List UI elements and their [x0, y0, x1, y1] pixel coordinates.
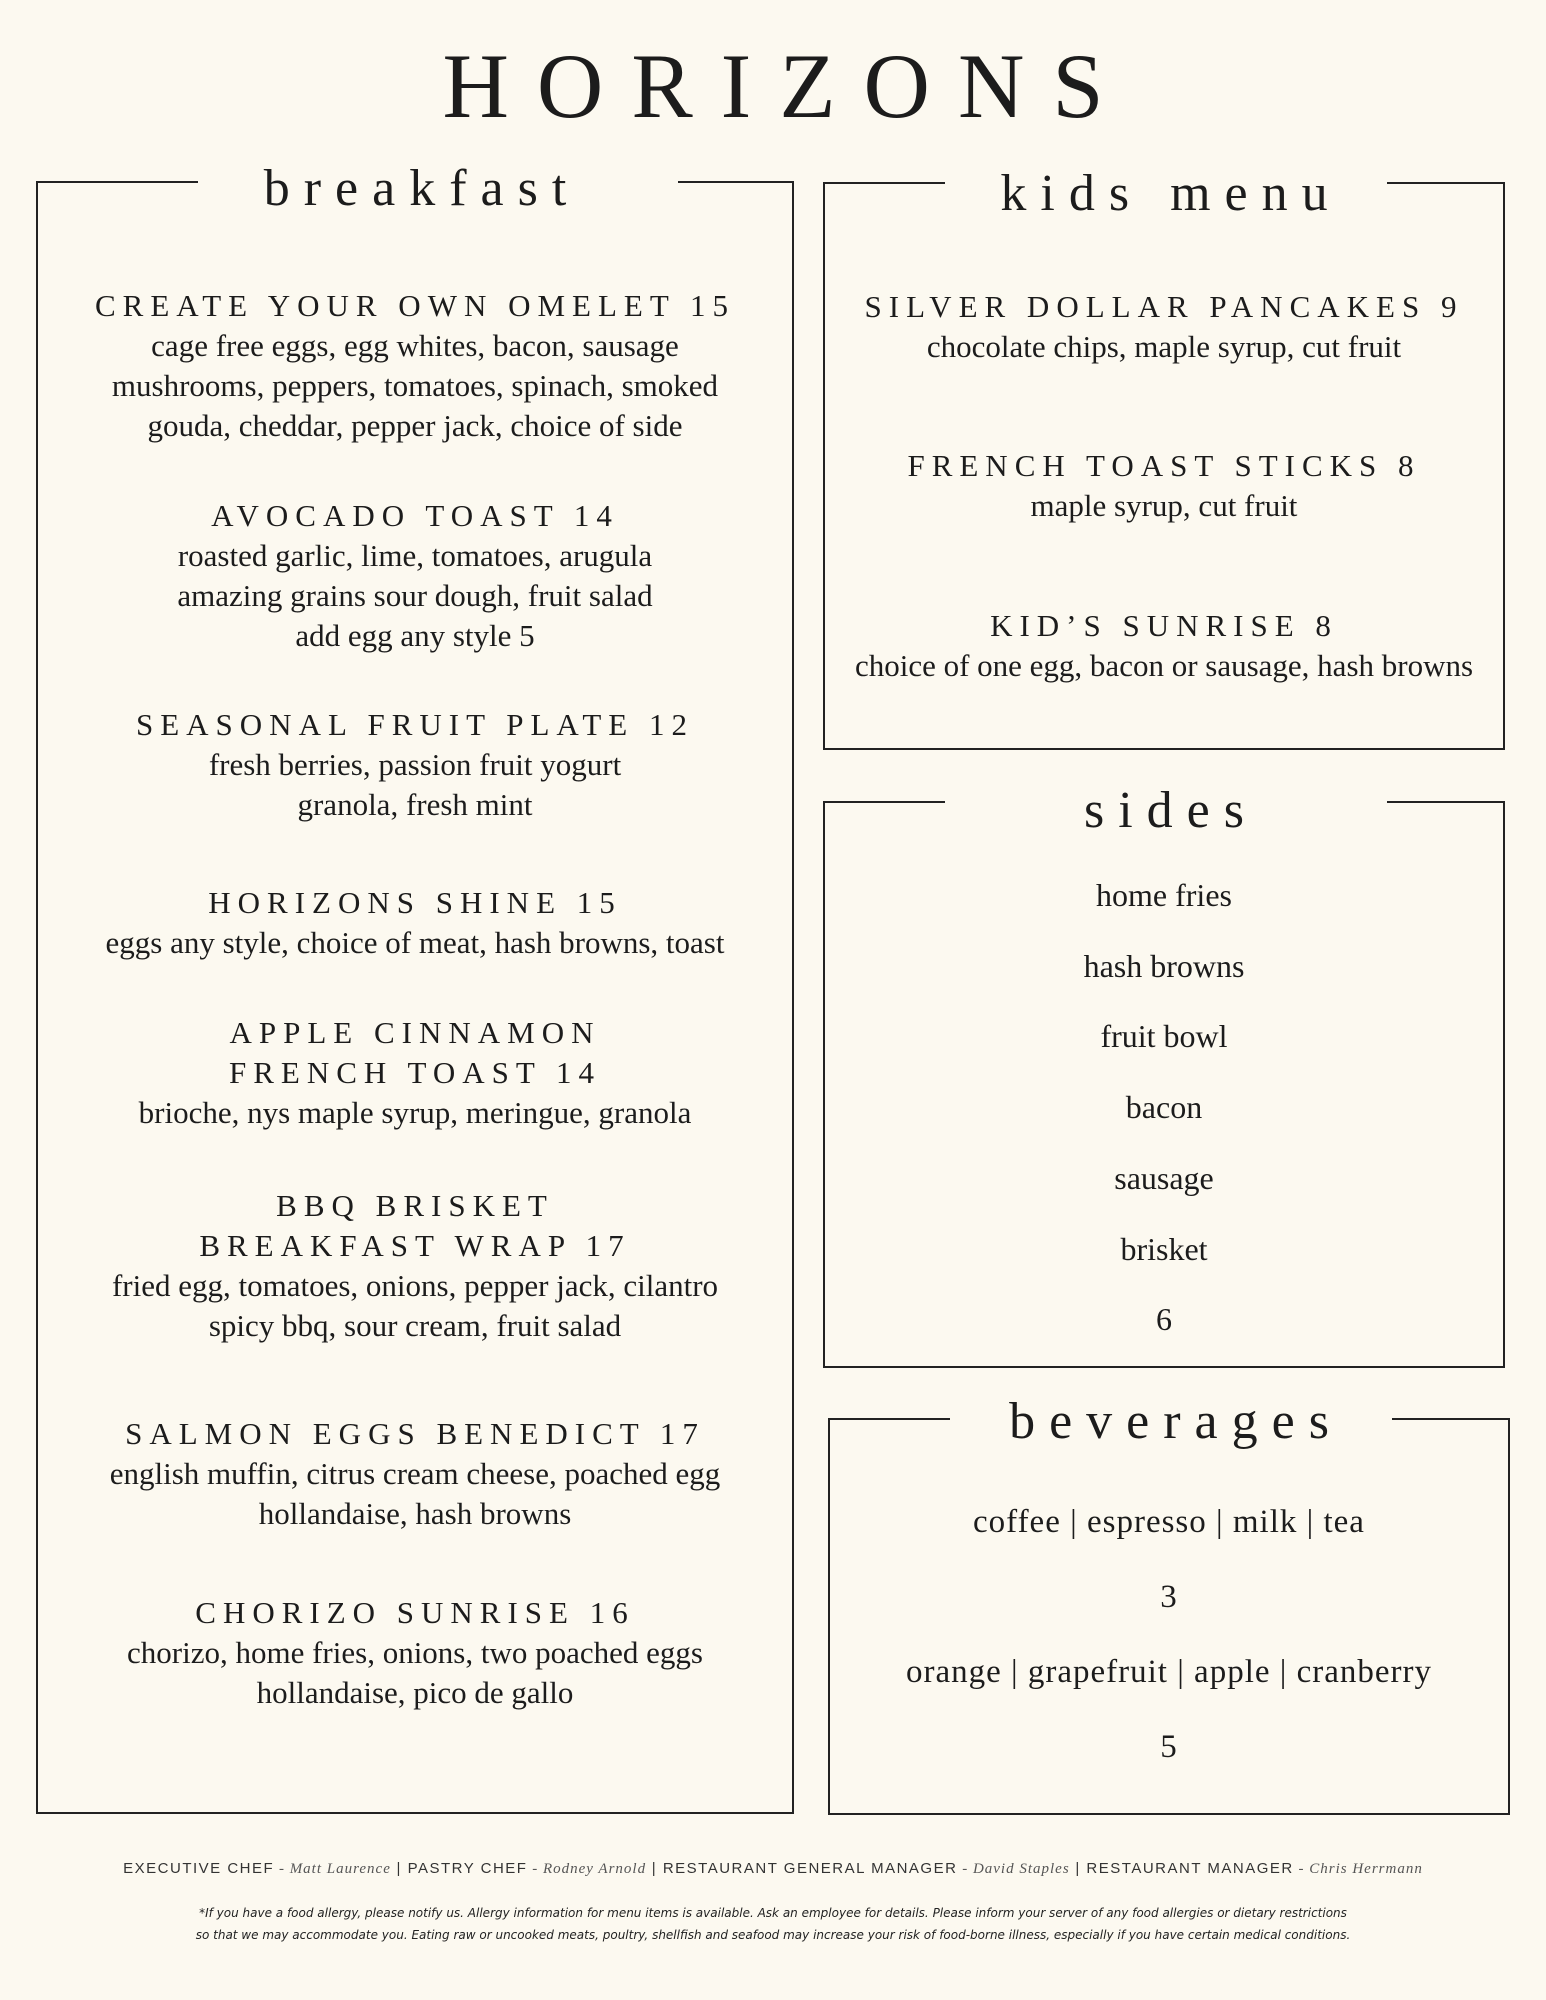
- menu-item-description: fried egg, tomatoes, onions, pepper jack, cilantro: [111, 1268, 719, 1303]
- menu-item: [38, 1013, 792, 1133]
- side-item: hash browns: [1083, 947, 1245, 984]
- beverage-line: coffee | espresso | milk | tea: [973, 1504, 1365, 1540]
- side-item: sausage: [1114, 1159, 1214, 1196]
- staff-credits: [0, 1860, 1546, 1878]
- beverage-line: 5: [1160, 1729, 1178, 1765]
- kids-menu-section: [823, 165, 1505, 750]
- menu-item: [38, 1186, 792, 1346]
- menu-item-name: KID’S SUNRISE 8: [990, 608, 1338, 643]
- separator: |: [1069, 1860, 1087, 1877]
- side-item: home fries: [1096, 877, 1232, 913]
- beverages-heading: beverages: [830, 1392, 1508, 1452]
- menu-item-name: APPLE CINNAMON: [229, 1015, 601, 1050]
- kids-menu-heading: kids menu: [825, 164, 1503, 224]
- menu-item-description: brioche, nys maple syrup, meringue, granola: [138, 1095, 692, 1130]
- menu-item: [38, 1414, 792, 1534]
- menu-item-description: maple syrup, cut fruit: [1030, 488, 1298, 523]
- separator: |: [390, 1860, 408, 1877]
- menu-item: [38, 705, 792, 825]
- disclaimer-line: *If you have a food allergy, please notify us. Allergy information for menu items is available. Ask an employee for details. Please inform your server of any food allergies or dietary restrictions: [199, 1906, 1347, 1920]
- separator: -: [1293, 1861, 1310, 1877]
- side-item: bacon: [1125, 1089, 1203, 1126]
- menu-item: [38, 1593, 792, 1713]
- menu-item-description: chocolate chips, maple syrup, cut fruit: [926, 329, 1402, 364]
- side-item: fruit bowl: [1100, 1018, 1228, 1055]
- staff-role: RESTAURANT GENERAL MANAGER: [662, 1860, 958, 1877]
- menu-item-description: choice of one egg, bacon or sausage, hash browns: [854, 648, 1474, 683]
- menu-item-description: eggs any style, choice of meat, hash browns, toast: [105, 925, 725, 960]
- sides-heading: sides: [825, 781, 1503, 841]
- separator: |: [646, 1860, 663, 1877]
- beverages-section: [828, 1393, 1510, 1815]
- disclaimer-line: so that we may accommodate you. Eating raw or uncooked meats, poultry, shellfish and seafood may increase your risk of food-borne illness, especially if you have certain medical conditions.: [195, 1928, 1351, 1942]
- separator: -: [527, 1861, 543, 1877]
- menu-item-name: CHORIZO SUNRISE 16: [195, 1595, 635, 1630]
- menu-item-name: SEASONAL FRUIT PLATE 12: [135, 707, 694, 742]
- menu-item-description: add egg any style 5: [295, 618, 535, 653]
- menu-item-description: cage free eggs, egg whites, bacon, sausage: [151, 328, 679, 363]
- menu-item-description: english muffin, citrus cream cheese, poached egg: [109, 1456, 721, 1491]
- separator: -: [274, 1861, 290, 1877]
- menu-item-description: amazing grains sour dough, fruit salad: [177, 578, 653, 613]
- menu-item-name: BBQ BRISKET: [276, 1188, 554, 1223]
- restaurant-title: HORIZONS: [442, 35, 1132, 137]
- menu-item: [825, 446, 1503, 526]
- menu-item-description: chorizo, home fries, onions, two poached eggs: [127, 1635, 703, 1670]
- menu-item-name: SILVER DOLLAR PANCAKES 9: [864, 289, 1464, 324]
- menu-item-description: mushrooms, peppers, tomatoes, spinach, smoked: [111, 368, 719, 403]
- separator: -: [957, 1861, 973, 1877]
- side-item: brisket: [1120, 1230, 1208, 1267]
- breakfast-heading: breakfast: [38, 159, 792, 219]
- staff-name: Chris Herrmann: [1309, 1861, 1423, 1877]
- menu-item-description: granola, fresh mint: [297, 787, 533, 822]
- beverage-line: orange | grapefruit | apple | cranberry: [905, 1654, 1433, 1690]
- beverage-line: 3: [1160, 1579, 1178, 1615]
- staff-name: David Staples: [972, 1861, 1070, 1877]
- menu-item-name: SALMON EGGS BENEDICT 17: [125, 1416, 705, 1451]
- menu-item-description: spicy bbq, sour cream, fruit salad: [208, 1308, 622, 1343]
- menu-item-name: FRENCH TOAST STICKS 8: [907, 448, 1421, 483]
- menu-item-description: roasted garlic, lime, tomatoes, arugula: [177, 538, 653, 573]
- menu-item-description: fresh berries, passion fruit yogurt: [208, 747, 622, 782]
- staff-name: Matt Laurence: [289, 1861, 391, 1877]
- menu-item-name: CREATE YOUR OWN OMELET 15: [95, 288, 735, 323]
- allergy-disclaimer: [0, 1902, 1546, 1946]
- menu-item-name: BREAKFAST WRAP 17: [199, 1228, 631, 1263]
- staff-role: RESTAURANT MANAGER: [1086, 1860, 1294, 1877]
- menu-item-name: AVOCADO TOAST 14: [211, 498, 619, 533]
- menu-item-description: gouda, cheddar, pepper jack, choice of side: [147, 408, 683, 443]
- menu-item-description: hollandaise, hash browns: [258, 1496, 572, 1531]
- menu-item: [38, 496, 792, 656]
- sides-section: [823, 782, 1505, 1368]
- menu-item: [38, 883, 792, 963]
- staff-role: EXECUTIVE CHEF: [123, 1860, 275, 1877]
- side-item: 6: [1156, 1301, 1172, 1338]
- staff-role: PASTRY CHEF: [407, 1860, 528, 1877]
- breakfast-section: [36, 160, 794, 1814]
- menu-item-name: FRENCH TOAST 14: [228, 1055, 601, 1090]
- staff-name: Rodney Arnold: [542, 1861, 647, 1877]
- menu-item-name: HORIZONS SHINE 15: [208, 885, 622, 920]
- menu-item: [38, 286, 792, 446]
- menu-item: [825, 287, 1503, 367]
- menu-item-description: hollandaise, pico de gallo: [256, 1675, 574, 1710]
- menu-item: [825, 606, 1503, 686]
